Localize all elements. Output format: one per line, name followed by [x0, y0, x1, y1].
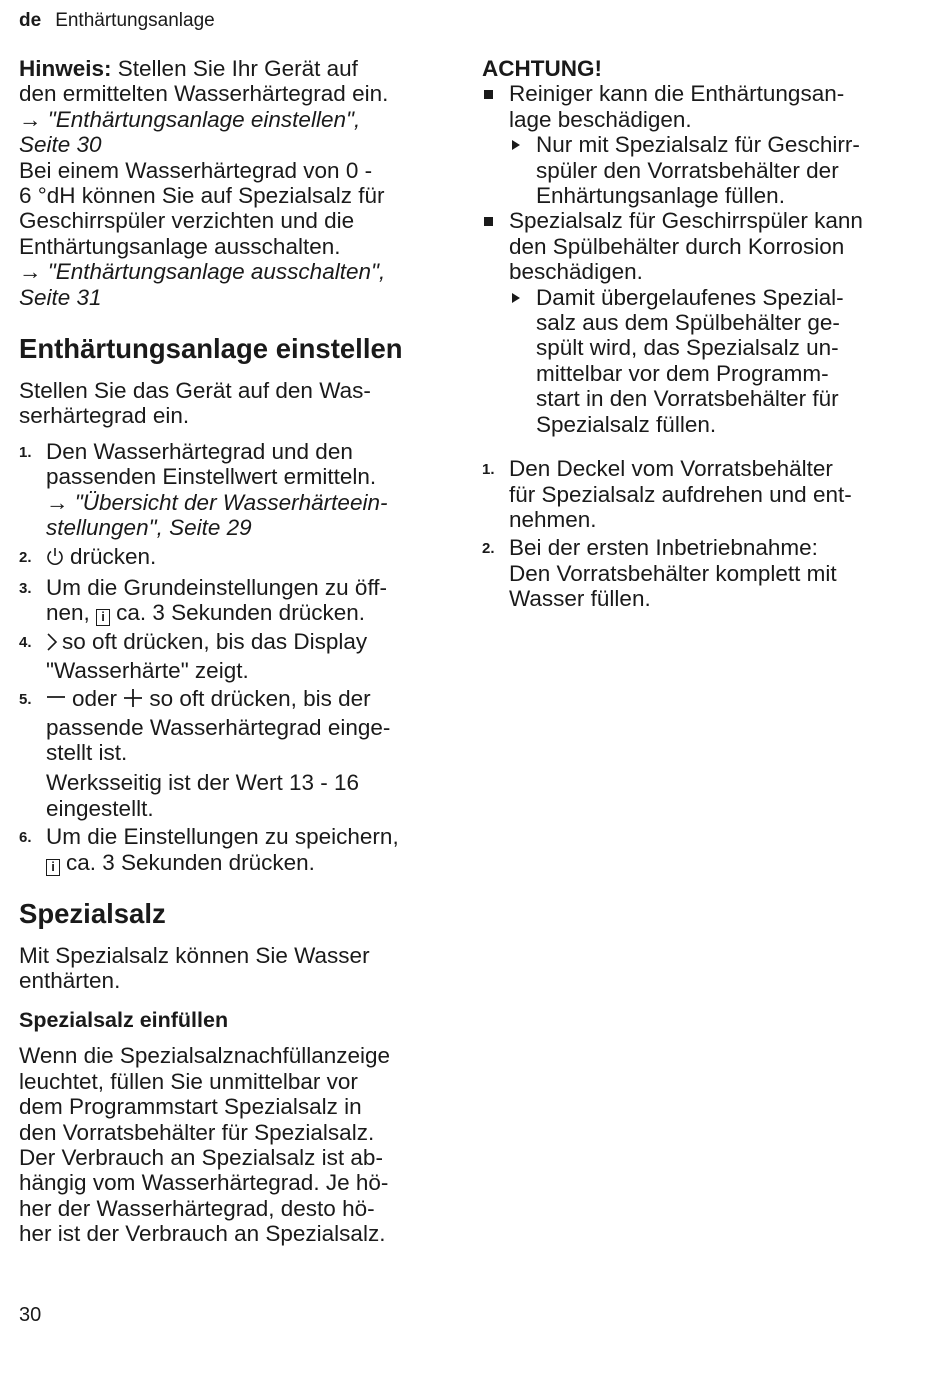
arrow-icon: →	[19, 106, 42, 132]
list-item: 1. Den Wasserhärtegrad und den passenden Einstellwert ermitteln. → "Übersicht der Wasserhärteein- stellungen", Seite 29	[19, 439, 439, 541]
note-block	[19, 56, 439, 310]
note-label: Hinweis:	[19, 56, 112, 81]
page-number: 30	[19, 1304, 42, 1326]
cross-reference-link[interactable]: Seite 30	[19, 132, 102, 158]
cross-reference-link[interactable]: Seite 31	[19, 284, 102, 310]
heading-spezialsalz: Spezialsalz	[19, 897, 166, 929]
sub-item: Damit übergelaufenes Spezial- salz aus dem Spülbehälter ge- spült wird, das Spezialsalz un- mittelbar vor dem Programm- start in den Vorratsbehälter für Spezialsalz füllen.	[509, 285, 922, 437]
left-column	[19, 56, 439, 1247]
bullet-square-icon	[484, 90, 493, 99]
note-text: Bei einem Wasserhärtegrad von 0 -	[19, 157, 373, 183]
cross-reference-link[interactable]: → "Enthärtungsanlage ausschalten",	[19, 259, 386, 285]
intro-text: Stellen Sie das Gerät auf den Was-	[19, 378, 371, 404]
list-item: 6. Um die Einstellungen zu speichern, i ca. 3 Sekunden drücken.	[19, 824, 399, 875]
arrow-icon: →	[19, 259, 42, 285]
plus-icon	[123, 689, 143, 714]
bullet-square-icon	[484, 217, 493, 226]
list-item: 5. oder so oft drücken, bis der passende Wasserhärtegrad einge- stellt ist. Werksseitig ist der Wert 13 - 16 eingestellt.	[19, 686, 391, 821]
cross-reference-link[interactable]: → "Übersicht der Wasserhärteein-	[46, 489, 388, 515]
warning-label: ACHTUNG!	[482, 56, 602, 81]
list-item: 4. so oft drücken, bis das Display "Wasserhärte" zeigt.	[19, 629, 368, 683]
chevron-right-icon	[46, 632, 58, 657]
body-text: enthärten.	[19, 967, 121, 993]
body-text: Mit Spezialsalz können Sie Wasser	[19, 942, 370, 968]
triangle-bullet-icon	[512, 293, 520, 303]
info-button-icon: i	[96, 609, 110, 626]
list-item: 2. Bei der ersten Inbetriebnahme: Den Vorratsbehälter komplett mit Wasser füllen.	[482, 535, 837, 612]
info-button-icon: i	[46, 859, 60, 876]
sub-item: Nur mit Spezialsalz für Geschirr- spüler den Vorratsbehälter der Enhärtungsanlage füllen.	[509, 132, 922, 208]
heading-einstellen: Enthärtungsanlage einstellen	[19, 333, 403, 365]
arrow-icon: →	[46, 489, 69, 515]
steps-list	[482, 456, 922, 611]
list-item: Spezialsalz für Geschirrspüler kann den Spülbehälter durch Korrosion beschädigen. Damit übergelaufenes Spezial- salz aus dem Spülbehälter ge- spült wird, das Spezialsalz un- mittelbar vor dem Programm- start in den Vorratsbehälter für Spezialsalz füllen.	[482, 208, 922, 437]
list-item: Reiniger kann die Enthärtungsan- lage beschädigen. Nur mit Spezialsalz für Geschirr- spüler den Vorratsbehälter der Enhärtungsanlage füllen.	[482, 81, 922, 208]
heading-einfuellen: Spezialsalz einfüllen	[19, 1008, 229, 1033]
power-icon	[46, 547, 64, 572]
section-title: Enthärtungsanlage	[55, 10, 215, 31]
fill-paragraph: Wenn die Spezialsalznachfüllanzeige leuchtet, füllen Sie unmittelbar vor dem Programmstart Spezialsalz in den Vorratsbehälter für Spezialsalz. Der Verbrauch an Spezialsalz ist ab- hängig vom Wasserhärtegrad. Je hö- her der Wasserhärtegrad, desto hö- her ist der Verbrauch an Spezialsalz.	[19, 1043, 391, 1247]
note-text: den ermittelten Wasserhärtegrad ein.	[19, 81, 389, 107]
cross-reference-link[interactable]: stellungen", Seite 29	[46, 515, 252, 541]
cross-reference-link[interactable]: → "Enthärtungsanlage einstellen",	[19, 106, 361, 132]
steps-list	[19, 439, 439, 876]
note-text: 6 °dH können Sie auf Spezialsalz für	[19, 183, 385, 209]
note-text: Enthärtungsanlage ausschalten.	[19, 233, 341, 259]
page-header	[19, 9, 215, 33]
intro-text: serhärtegrad ein.	[19, 403, 190, 429]
list-item: 2. drücken.	[19, 544, 439, 572]
language-code: de	[19, 10, 42, 31]
list-item: 3. Um die Grundeinstellungen zu öff- nen, i ca. 3 Sekunden drücken.	[19, 574, 388, 626]
triangle-bullet-icon	[512, 140, 520, 150]
list-item: 1. Den Deckel vom Vorratsbehälter für Spezialsalz aufdrehen und ent- nehmen.	[482, 456, 852, 532]
note-text: Geschirrspüler verzichten und die	[19, 208, 355, 234]
minus-icon	[46, 689, 66, 714]
warning-list	[482, 81, 922, 437]
right-column	[482, 56, 922, 612]
note-text: Stellen Sie Ihr Gerät auf	[111, 56, 358, 81]
